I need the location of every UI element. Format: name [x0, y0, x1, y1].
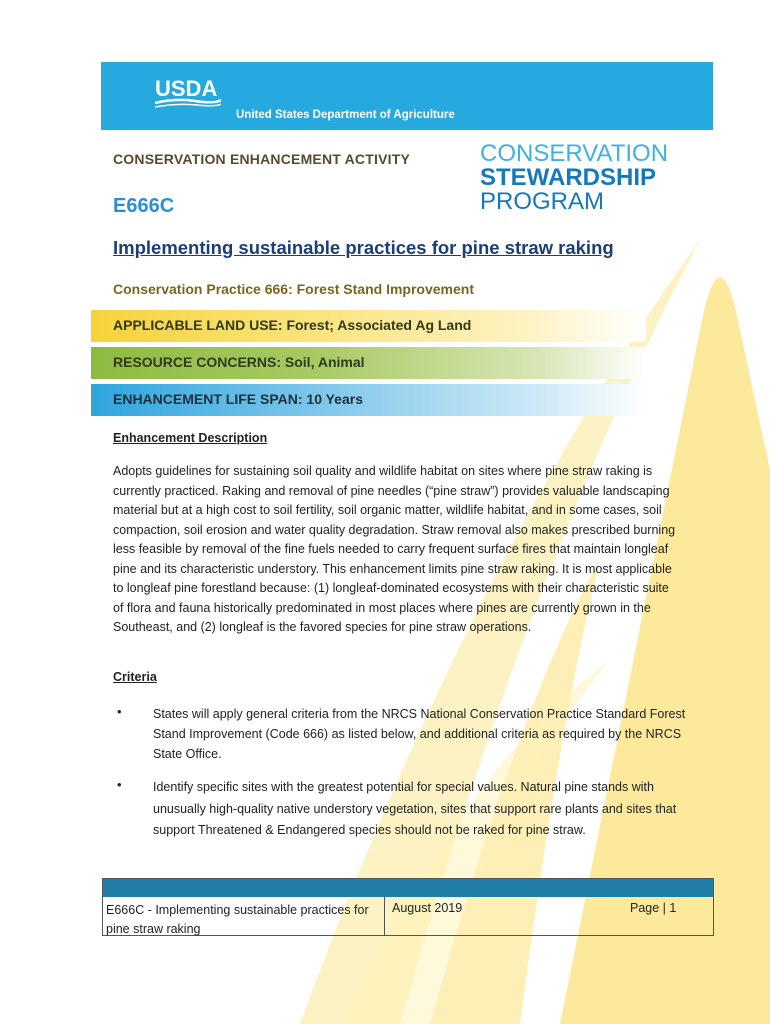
criteria-item: States will apply general criteria from the NRCS National Conservation Practice Standard Forest Stand Improvement (Code 666) as listed below, and additional criteria as required by the NRCS State Office.	[153, 707, 686, 761]
csp-logo-line-1: CONSERVATION	[480, 140, 669, 167]
practice-subtitle: Conservation Practice 666: Forest Stand Improvement	[113, 281, 474, 297]
csp-logo-line-2: STEWARDSHIP	[480, 164, 657, 191]
activity-title: CONSERVATION ENHANCEMENT ACTIVITY	[113, 151, 410, 167]
resource-concerns-band	[91, 347, 646, 379]
land-use-label: APPLICABLE LAND USE: Forest; Associated Ag Land	[113, 317, 472, 333]
land-use-band	[91, 310, 646, 342]
bullet-icon: •	[117, 704, 122, 719]
usda-logo-text: USDA	[155, 76, 218, 101]
resource-concerns-label: RESOURCE CONCERNS: Soil, Animal	[113, 354, 365, 370]
footer-row	[103, 897, 713, 935]
footer-page-number: Page | 1	[630, 901, 677, 915]
description-body: Adopts guidelines for sustaining soil quality and wildlife habitat on sites where pine straw raking is currently practiced. Raking and removal of pine needles (“pine straw”) provides valuable landscaping material but at a high cost to soil fertility, soil organic matter, wildlife habitat, and in some cases, soil compaction, soil erosion and water quality degradation. Straw removal also makes prescribed burning less feasible by removal of the fine fuels needed to carry frequent surface fires that maintain longleaf pine and its characteristic understory. This enhancement limits pine straw raking. It is most applicable to longleaf pine forestland because: (1) longleaf-dominated ecosystems with their characteristic suite of flora and fauna historically predominated in most places where pines are currently grown in the Southeast, and (2) longleaf is the favored species for pine straw operations.	[113, 464, 676, 634]
life-span-band	[91, 384, 646, 416]
usda-logo	[155, 76, 221, 108]
life-span-label: ENHANCEMENT LIFE SPAN: 10 Years	[113, 391, 363, 407]
enhancement-code: E666C	[113, 195, 175, 217]
department-name: United States Department of Agriculture	[236, 109, 455, 121]
bullet-icon: •	[117, 777, 122, 792]
criteria-heading: Criteria	[113, 670, 157, 684]
csp-logo	[480, 142, 668, 214]
footer-doc-title: E666C - Implementing sustainable practices for pine straw raking	[106, 903, 369, 936]
footer-color-bar	[103, 879, 713, 897]
description-heading: Enhancement Description	[113, 431, 268, 445]
criteria-item: Identify specific sites with the greatest potential for special values. Natural pine stands with unusually high-quality native understory vegetation, sites that support rare plants and sites that support Threatened & Endangered species should not be raked for pine straw.	[153, 780, 677, 837]
footer-date: August 2019	[392, 901, 463, 915]
page-title: Implementing sustainable practices for pine straw raking	[113, 237, 614, 258]
csp-logo-line-3: PROGRAM	[480, 188, 605, 215]
footer-divider	[384, 897, 385, 935]
